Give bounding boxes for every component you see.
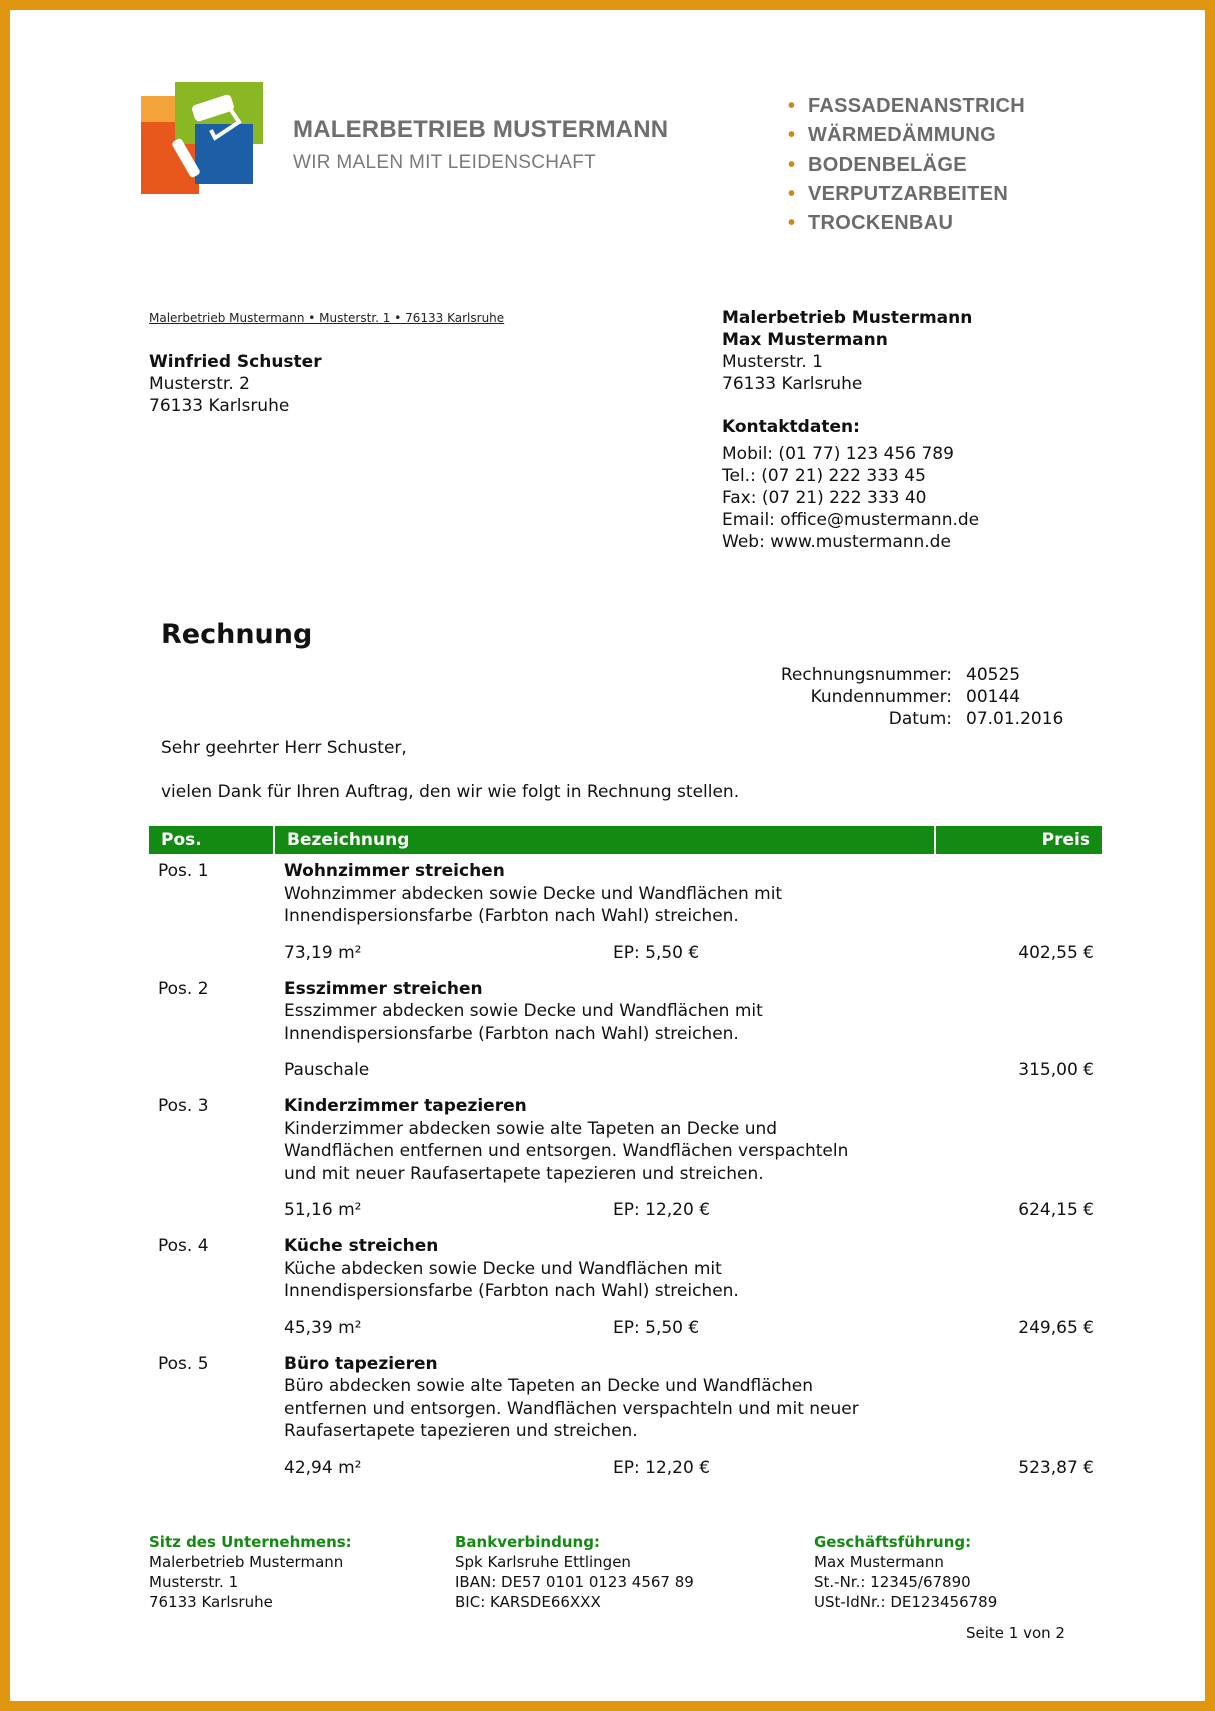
company-street: Musterstr. 1 xyxy=(722,352,823,372)
column-header-price: Preis xyxy=(936,826,1102,854)
meta-value: 40525 xyxy=(966,665,1021,685)
footer-line: Spk Karlsruhe Ettlingen xyxy=(455,1553,631,1571)
footer-line: Max Mustermann xyxy=(814,1553,944,1571)
footer-bank-details xyxy=(455,1532,694,1612)
brand-name: MALERBETRIEB MUSTERMANN xyxy=(293,116,669,143)
item-price: 624,15 € xyxy=(1018,1200,1094,1220)
contact-title: Kontaktdaten: xyxy=(722,417,860,437)
item-description-line: Innendispersionsfarbe (Farbton nach Wahl) streichen. xyxy=(284,906,739,926)
footer-line: Musterstr. 1 xyxy=(149,1573,239,1591)
brand-slogan: WIR MALEN MIT LEIDENSCHAFT xyxy=(293,152,597,173)
column-header-pos: Pos. xyxy=(149,826,273,854)
contact-email: Email: office@mustermann.de xyxy=(722,510,980,530)
service-item: • BODENBELÄGE xyxy=(788,151,1025,180)
item-description-line: Kinderzimmer abdecken sowie alte Tapeten an Decke und xyxy=(284,1118,778,1139)
item-price: 523,87 € xyxy=(1018,1457,1094,1478)
footer-company-seat xyxy=(149,1532,352,1612)
document-title: Rechnung xyxy=(161,619,313,650)
item-price: 315,00 € xyxy=(1018,1060,1094,1080)
item-quantity: 42,94 m² xyxy=(284,1457,362,1478)
item-position: Pos. 3 xyxy=(158,1096,209,1116)
meta-label: Rechnungsnummer: xyxy=(780,665,952,685)
footer-line: Malerbetrieb Mustermann xyxy=(149,1553,344,1571)
contact-details xyxy=(722,443,979,553)
table-row xyxy=(149,1235,1102,1339)
company-name: Malerbetrieb Mustermann xyxy=(722,308,973,328)
services-list xyxy=(788,92,1025,238)
item-title: Wohnzimmer streichen xyxy=(284,861,505,881)
item-title: Büro tapezieren xyxy=(284,1353,438,1374)
meta-label: Datum: xyxy=(888,709,952,729)
bullet-icon: • xyxy=(788,124,796,147)
footer-heading: Bankverbindung: xyxy=(455,1533,600,1551)
contact-mobile: Mobil: (01 77) 123 456 789 xyxy=(722,444,954,464)
item-position: Pos. 5 xyxy=(158,1353,209,1374)
item-price: 402,55 € xyxy=(1018,942,1094,963)
item-description-line: Esszimmer abdecken sowie Decke und Wandflächen mit xyxy=(284,1001,763,1021)
item-unit-price: EP: 12,20 € xyxy=(613,1200,711,1220)
contact-phone: Tel.: (07 21) 222 333 45 xyxy=(722,466,926,486)
footer-line: BIC: KARSDE66XXX xyxy=(455,1593,601,1611)
item-description-line: Wohnzimmer abdecken sowie Decke und Wandflächen mit xyxy=(284,883,783,904)
invoice-number-row xyxy=(710,664,1063,686)
recipient-city: 76133 Karlsruhe xyxy=(149,396,290,416)
company-address xyxy=(722,307,972,395)
intro-text: vielen Dank für Ihren Auftrag, den wir wie folgt in Rechnung stellen. xyxy=(161,782,740,802)
footer-line: 76133 Karlsruhe xyxy=(149,1593,273,1611)
table-row xyxy=(149,1095,1102,1221)
item-quantity: 45,39 m² xyxy=(284,1317,362,1338)
item-title: Esszimmer streichen xyxy=(284,978,483,999)
table-row xyxy=(149,1353,1102,1479)
recipient-name: Winfried Schuster xyxy=(149,352,322,372)
footer-line: USt-IdNr.: DE123456789 xyxy=(814,1593,998,1611)
footer-heading: Sitz des Unternehmens: xyxy=(149,1533,352,1551)
salutation: Sehr geehrter Herr Schuster, xyxy=(161,738,407,758)
customer-number-row xyxy=(710,686,1063,708)
item-quantity: 73,19 m² xyxy=(284,942,362,963)
item-price: 249,65 € xyxy=(1018,1317,1094,1338)
invoice-items xyxy=(149,860,1102,1479)
paint-roller-icon xyxy=(141,82,263,194)
date-row xyxy=(710,708,1063,730)
page-number: Seite 1 von 2 xyxy=(966,1624,1065,1642)
item-unit-price: EP: 12,20 € xyxy=(613,1457,711,1478)
service-item: • VERPUTZARBEITEN xyxy=(788,180,1025,209)
contact-fax: Fax: (07 21) 222 333 40 xyxy=(722,488,927,508)
column-header-description: Bezeichnung xyxy=(275,826,934,854)
recipient-address xyxy=(149,351,322,417)
item-description-line: Küche abdecken sowie Decke und Wandflächen mit xyxy=(284,1258,722,1279)
service-item: • WÄRMEDÄMMUNG xyxy=(788,121,1025,150)
footer-line: St.-Nr.: 12345/67890 xyxy=(814,1573,971,1591)
item-quantity: Pauschale xyxy=(284,1060,370,1080)
footer-management xyxy=(814,1532,997,1612)
meta-value: 00144 xyxy=(966,687,1021,707)
item-description-line: Wandflächen entfernen und entsorgen. Wandflächen verspachteln xyxy=(284,1141,849,1161)
recipient-street: Musterstr. 2 xyxy=(149,374,250,394)
item-title: Küche streichen xyxy=(284,1236,439,1256)
company-owner: Max Mustermann xyxy=(722,330,888,350)
table-row xyxy=(149,978,1102,1082)
service-item: • FASSADENANSTRICH xyxy=(788,92,1025,121)
bullet-icon: • xyxy=(788,182,796,205)
invoice-meta xyxy=(710,664,1063,730)
item-unit-price: EP: 5,50 € xyxy=(613,942,700,963)
item-position: Pos. 1 xyxy=(158,861,209,881)
footer-line: IBAN: DE57 0101 0123 4567 89 xyxy=(455,1573,694,1591)
item-description-line: entfernen und entsorgen. Wandflächen verspachteln und mit neuer xyxy=(284,1398,859,1419)
item-position: Pos. 4 xyxy=(158,1236,209,1256)
item-description-line: Innendispersionsfarbe (Farbton nach Wahl) streichen. xyxy=(284,1023,739,1044)
bullet-icon: • xyxy=(788,212,796,235)
item-description-line: Raufasertapete tapezieren und streichen. xyxy=(284,1421,638,1441)
table-header xyxy=(149,826,1102,854)
item-unit-price: EP: 5,50 € xyxy=(613,1317,700,1338)
item-position: Pos. 2 xyxy=(158,978,209,999)
item-description-line: Büro abdecken sowie alte Tapeten an Decke und Wandflächen xyxy=(284,1376,814,1396)
bullet-icon: • xyxy=(788,153,796,176)
item-description-line: Innendispersionsfarbe (Farbton nach Wahl) streichen. xyxy=(284,1281,739,1301)
company-city: 76133 Karlsruhe xyxy=(722,374,863,394)
meta-label: Kundennummer: xyxy=(810,687,952,707)
contact-web: Web: www.mustermann.de xyxy=(722,532,951,552)
item-description-line: und mit neuer Raufasertapete tapezieren und streichen. xyxy=(284,1163,764,1184)
item-quantity: 51,16 m² xyxy=(284,1200,362,1220)
table-row xyxy=(149,860,1102,964)
item-title: Kinderzimmer tapezieren xyxy=(284,1096,527,1116)
meta-value: 07.01.2016 xyxy=(966,709,1064,729)
sender-return-line: Malerbetrieb Mustermann • Musterstr. 1 • 76133 Karlsruhe xyxy=(149,311,505,325)
footer-heading: Geschäftsführung: xyxy=(814,1533,972,1551)
service-item: • TROCKENBAU xyxy=(788,209,1025,238)
bullet-icon: • xyxy=(788,95,796,117)
